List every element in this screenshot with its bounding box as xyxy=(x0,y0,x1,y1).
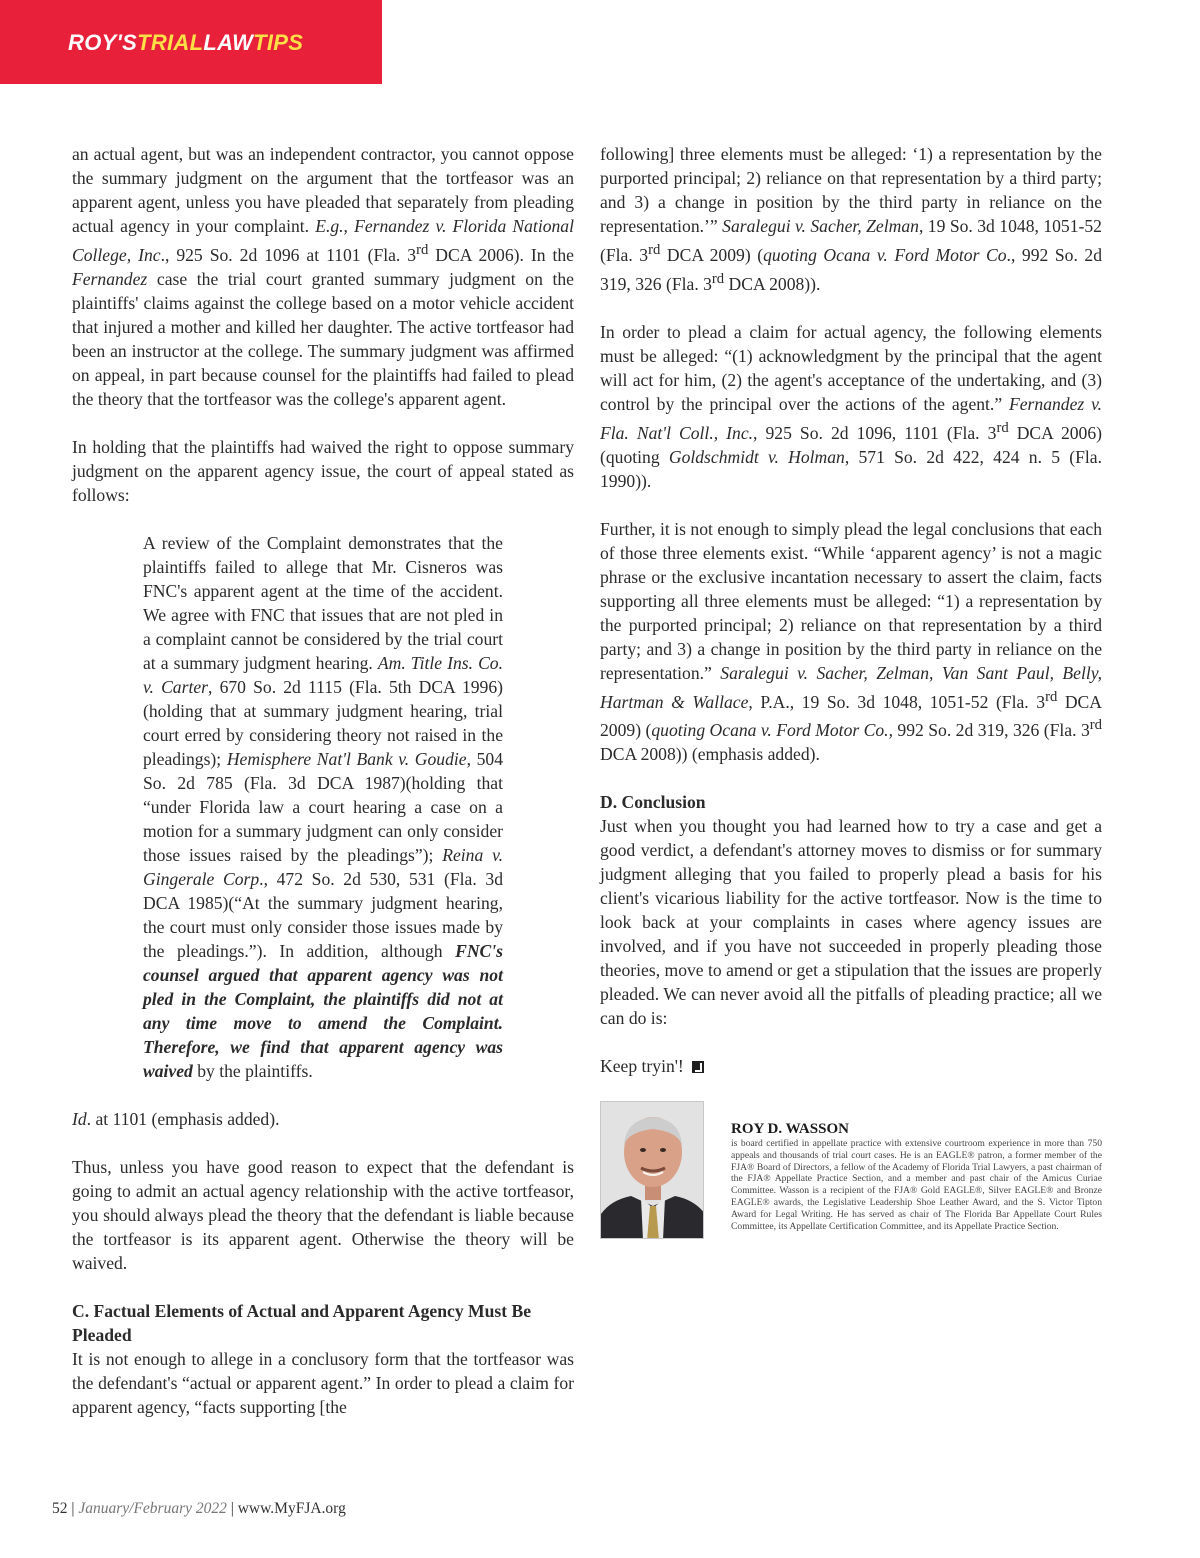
paragraph: Thus, unless you have good reason to expect that the defendant is going to admit an actual agency relationship with the active tortfeasor, you should always plead the theory that the defendant is liable because the tortfeasor is its apparent agent. Otherwise the theory will be waived. xyxy=(72,1156,574,1273)
left-column xyxy=(72,142,574,1419)
paragraph: an actual agent, but was an independent contractor, you cannot oppose the summary judgment on the argument that the tortfeasor was an apparent agent, unless you have pleaded that separately from pleading actual agency in your complaint. E.g., Fernandez v. Florida National College, Inc., 925 So. 2d 1096 at 1101 (Fla. 3rd DCA 2006). In the Fernandez case the trial court granted summary judgment on the plaintiffs' claims against the college based on a motor vehicle accident that injured a mother and killed her daughter. The active tortfeasor had been an instructor at the college. The summary judgment was affirmed on appeal, in part because counsel for the plaintiffs had failed to plead the theory that the tortfeasor was the college's apparent agent. xyxy=(72,144,574,409)
paragraph: Keep tryin'! xyxy=(600,1054,1102,1078)
page-number: 52 xyxy=(52,1500,68,1517)
paragraph: Further, it is not enough to simply plead the legal conclusions that each of those three elements exist. “While ‘apparent agency’ is not a magic phrase or the exclusive incantation necessary to assert the claim, facts supporting all three elements must be alleged: “1) a representation by the purported principal; 2) reliance on that representation by a third party; and 3) a change in position by the third party in reliance on the representation.” Saralegui v. Sacher, Zelman, Van Sant Paul, Belly, Hartman & Wallace, P.A., 19 So. 3d 1048, 1051-52 (Fla. 3rd DCA 2009) (quoting Ocana v. Ford Motor Co., 992 So. 2d 319, 326 (Fla. 3rd DCA 2008)) (emphasis added). xyxy=(600,518,1103,765)
paragraph: following] three elements must be alleged: ‘1) a representation by the purported principal; 2) reliance on that representation by a third party; and 3) a change in position by the third party in reliance on the representation.’” Saralegui v. Sacher, Zelman, 19 So. 3d 1048, 1051-52 (Fla. 3rd DCA 2009) (quoting Ocana v. Ford Motor Co., 992 So. 2d 319, 326 (Fla. 3rd DCA 2008)). xyxy=(600,144,1102,294)
paragraph: In order to plead a claim for actual agency, the following elements must be alleged: “(1) acknowledgment by the principal that the agent will act for him, (2) the agent's acceptance of the undertaking, and (3) control by the principal over the actions of the agent.” Fernandez v. Fla. Nat'l Coll., Inc., 925 So. 2d 1096, 1101 (Fla. 3rd DCA 2006) (quoting Goldschmidt v. Holman, 571 So. 2d 422, 424 n. 5 (Fla. 1990)). xyxy=(600,321,1102,491)
paragraph: In holding that the plaintiffs had waived the right to oppose summary judgment on the apparent agency issue, the court of appeal stated as follows: xyxy=(72,436,574,505)
author-photo xyxy=(600,1101,704,1239)
paragraph: It is not enough to allege in a conclusory form that the tortfeasor was the defendant's “actual or apparent agent.” In order to plead a claim for apparent agency, “facts supporting [the xyxy=(72,1348,574,1417)
section-heading: D. Conclusion xyxy=(600,792,706,813)
header-banner xyxy=(0,0,382,84)
end-mark-icon xyxy=(692,1061,704,1073)
right-column xyxy=(600,142,1102,1102)
website: www.MyFJA.org xyxy=(237,1500,346,1517)
section-heading: C. Factual Elements of Actual and Apparent Agency Must Be Pleaded xyxy=(72,1300,532,1345)
block-quote: A review of the Complaint demonstrates that the plaintiffs failed to allege that Mr. Cisneros was FNC's apparent agent at the time of the accident. We agree with FNC that issues that are not pled in a complaint cannot be considered by the trial court at a summary judgment hearing. Am. Title Ins. Co. v. Carter, 670 So. 2d 1115 (Fla. 5th DCA 1996)(holding that at summary judgment hearing, trial court erred by considering theory not raised in the pleadings); Hemisphere Nat'l Bank v. Goudie, 504 So. 2d 785 (Fla. 3d DCA 1987)(holding that “under Florida law a court hearing a case on a motion for a summary judgment can only consider those issues raised by the pleadings”); Reina v. Gingerale Corp., 472 So. 2d 530, 531 (Fla. 3d DCA 1985)(“At the summary judgment hearing, the court must only consider those issues made by the pleadings.”). In addition, although FNC's counsel argued that apparent agency was not pled in the Complaint, the plaintiffs did not at any time move to amend the Complaint. Therefore, we find that apparent agency was waived by the plaintiffs. xyxy=(143,532,504,1081)
paragraph: Just when you thought you had learned how to try a case and get a good verdict, a defendant's attorney moves to dismiss or for summary judgment alleging that you failed to properly plead a basis for his client's vicarious liability for the active tortfeasor. Now is the time to look back at your complaints in cases where agency issues are involved, and if you have not succeeded in properly pleading those theories, move to amend or get a stipulation that the issues are properly pleaded. We can never avoid all the pitfalls of pleading practice; all we can do is: xyxy=(600,816,1102,1029)
page-footer: 52 | January/February 2022 | www.MyFJA.org xyxy=(52,1500,346,1517)
author-name: ROY D. WASSON xyxy=(731,1121,849,1137)
issue-date: January/February 2022 xyxy=(78,1500,227,1517)
column-title: ROY'STRIALLAWTIPS xyxy=(68,30,304,55)
author-bio-text: is board certified in appellate practice with extensive courtroom experience in more than 750 appeals and thousands of trial court cases. He is an EAGLE® patron, a former member of the FJA® Board of Directors, a fellow of the Academy of Florida Trial Lawyers, a past chairman of the FJA® Appellate Practice Section, and a member and past chair of the Amicus Curiae Committee. Wasson is a recipient of the FJA® Gold EAGLE®, Silver EAGLE® and Bronze EAGLE® awards, the Legislative Leadership Shoe Leather Award, and the S. Victor Tipton Award for Legal Writing. He has served as chair of The Florida Bar Appellate Court Rules Committee, its Appellate Certification Committee, and its Appellate Practice Section. xyxy=(731,1138,1102,1232)
paragraph: Id. at 1101 (emphasis added). xyxy=(72,1108,280,1129)
author-bio xyxy=(731,1120,1102,1232)
